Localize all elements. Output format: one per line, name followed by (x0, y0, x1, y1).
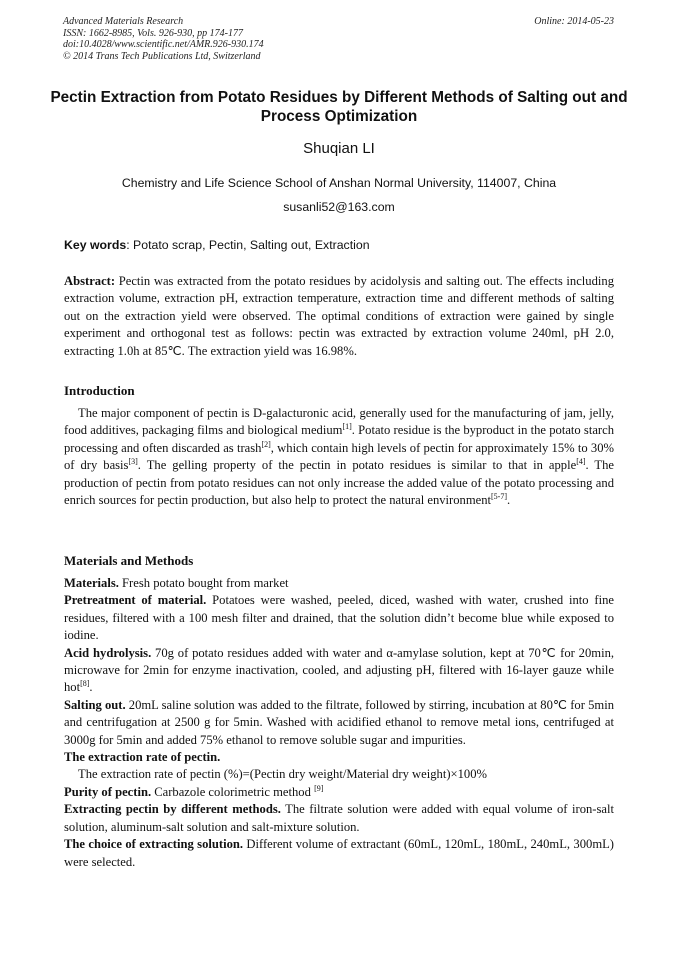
introduction-heading: Introduction (64, 383, 135, 398)
salting-out-text: 20mL saline solution was added to the filtrate, followed by stirring, incubation at 80℃ for 5min and centrifugation at 2500 g for 5min. Washed with acidified ethanol to remove metal ions, centrifuged at 3000g for 5min and added 75% ethanol to remove soluble sugar and impurities. (64, 697, 614, 747)
citation-ref: [3] (128, 457, 138, 467)
citation-ref: [8] (80, 679, 90, 689)
extraction-rate-paragraph (64, 749, 614, 766)
choice-text: Different volume of extractant (60mL, 120mL, 180mL, 240mL, 300mL) were selected. (64, 837, 614, 869)
abstract (64, 273, 614, 360)
intro-text-6: . (507, 493, 511, 508)
citation-ref: [9] (314, 783, 324, 793)
intro-text-1: The major component of pectin is D-galacturonic acid, generally used for the manufacturing of jam, jelly, food additives, packaging films and biological medium (64, 406, 614, 438)
abstract-text: Pectin was extracted from the potato residues by acidolysis and salting out. The effects including extraction volume, extraction pH, extraction temperature, extraction time and different methods of salting out on the extraction yield were observed. The optimal conditions of extraction were gained by single experiment and orthogonal test as follows: pectin was extracted by extraction volume 240ml, pH 2.0, extracting 1.0h at 85℃. The extraction yield was 16.98%. (64, 274, 614, 358)
acid-hydrolysis-end: . (89, 680, 93, 695)
materials-paragraph (64, 575, 614, 592)
keywords-label: Key words (64, 238, 127, 252)
purity-text: Carbazole colorimetric method (151, 784, 315, 799)
citation-ref: [5-7] (491, 491, 508, 501)
paper-title: Pectin Extraction from Potato Residues by Different Methods of Salting out and Process Optimization (50, 89, 628, 125)
pretreatment-text: Potatoes were washed, peeled, diced, washed with water, crushed into fine residues, filtered with a 100 mesh filter and drained, that the solution didn’t become blue while exposed to iodine. (64, 593, 614, 643)
materials-label: Materials. (64, 576, 119, 590)
salting-out-label: Salting out. (64, 697, 126, 712)
extraction-rate-formula: The extraction rate of pectin (%)=(Pectin dry weight/Material dry weight)×100% (78, 767, 488, 782)
intro-text-4: . The gelling property of the pectin in potato residues is similar to that in apple (137, 458, 577, 473)
pretreatment-label: Pretreatment of material. (64, 593, 207, 608)
citation-ref: [1] (342, 422, 352, 432)
different-methods-text: The filtrate solution were added with equal volume of iron-salt solution, aluminum-salt solution and salt-mixture solution. (64, 802, 614, 834)
author-name: Shuqian LI (303, 140, 375, 157)
keywords (64, 238, 370, 252)
intro-text-3: , which contain high levels of pectin for approximately 15% to 30% of dry basis (64, 440, 615, 473)
abstract-label: Abstract: (64, 274, 116, 288)
keywords-sep: : (126, 238, 134, 252)
intro-text-2: . Potato residue is the byproduct in the potato starch processing and often discarded as trash (64, 423, 614, 455)
author-email: susanli52@163.com (283, 200, 395, 214)
methods-body (64, 575, 614, 871)
purity-paragraph (64, 784, 614, 801)
methods-heading: Materials and Methods (64, 553, 194, 568)
different-methods-paragraph (64, 801, 614, 836)
acid-hydrolysis-paragraph (64, 645, 614, 697)
intro-text-5: . The production of pectin from potato residues can not only increase the added value of the potato processing and enrich sources for pectin production, but also help to protect the natural environment (64, 458, 615, 508)
choice-label: The choice of extracting solution. (64, 837, 244, 852)
citation-ref: [4] (576, 457, 586, 467)
salting-out-paragraph (64, 697, 614, 749)
affiliation: Chemistry and Life Science School of Anshan Normal University, 114007, China (121, 176, 557, 190)
acid-hydrolysis-label: Acid hydrolysis. (64, 645, 152, 660)
doi-line: doi:10.4028/www.scientific.net/AMR.926-930.174 (63, 39, 264, 51)
journal-name: Advanced Materials Research (63, 16, 184, 27)
purity-label: Purity of pectin. (64, 784, 152, 799)
choice-paragraph (64, 836, 614, 871)
introduction-paragraph (64, 405, 614, 509)
copyright-line: © 2014 Trans Tech Publications Ltd, Switzerland (63, 50, 261, 62)
pretreatment-paragraph (64, 592, 614, 644)
citation-ref: [2] (261, 439, 271, 449)
acid-hydrolysis-text: 70g of potato residues added with water and α-amylase solution, kept at 70℃ for 20min, microwave for 2min for enzyme inactivation, cooled, and adjusting pH, filtered with 16-layer gauze while hot (64, 645, 615, 695)
different-methods-label: Extracting pectin by different methods. (64, 802, 281, 817)
keywords-text: Potato scrap, Pectin, Salting out, Extraction (133, 238, 370, 252)
materials-text: Fresh potato bought from market (118, 576, 289, 590)
journal-header (63, 16, 264, 62)
issn-line: ISSN: 1662-8985, Vols. 926-930, pp 174-177 (63, 27, 243, 39)
extraction-rate-label: The extraction rate of pectin. (64, 750, 221, 765)
online-date: Online: 2014-05-23 (534, 16, 614, 27)
